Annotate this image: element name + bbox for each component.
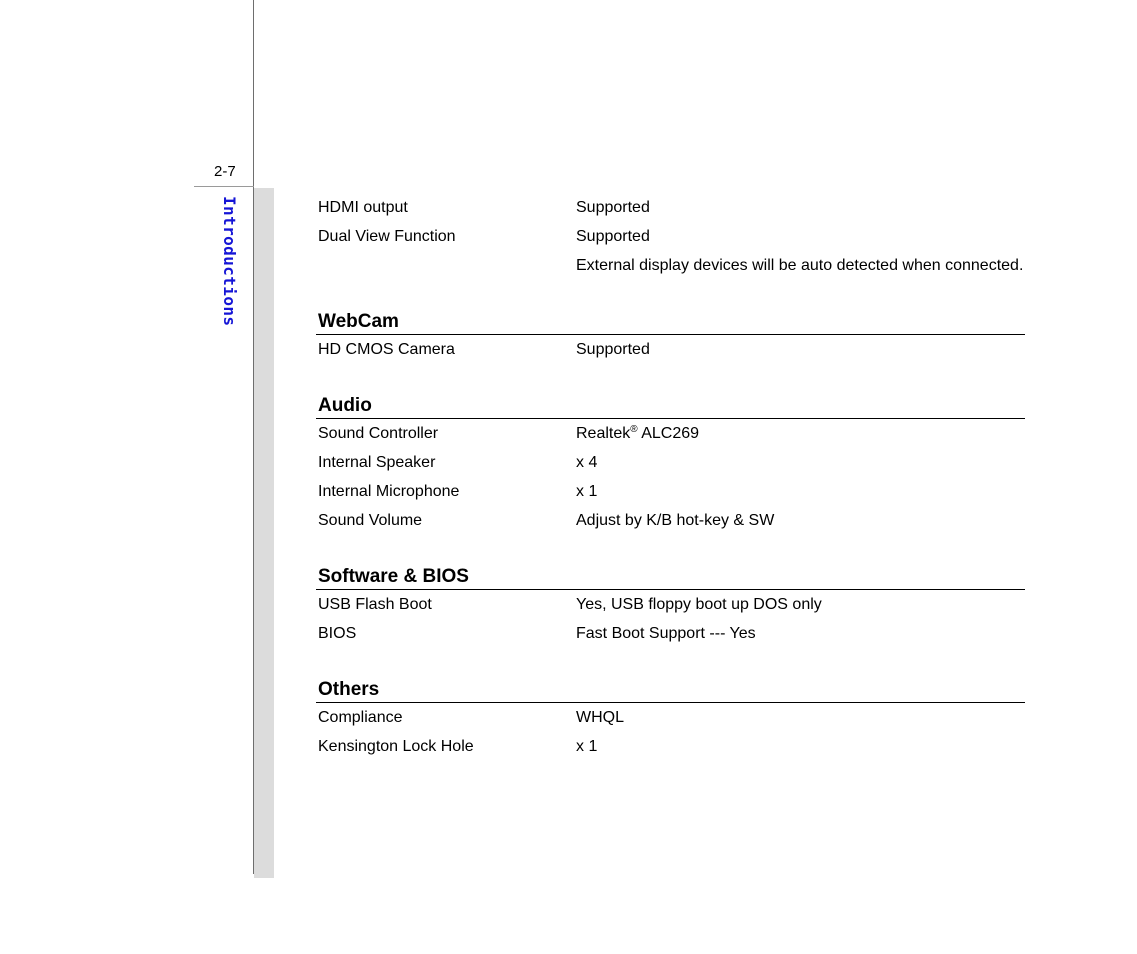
spec-value: x 1: [576, 482, 598, 500]
spec-value: WHQL: [576, 708, 624, 726]
spec-row-internal-microphone: [316, 477, 1025, 506]
spec-value: [576, 425, 1025, 443]
spec-value: Supported: [576, 340, 650, 358]
spec-value: Supported: [576, 198, 650, 216]
spec-row-hdmi-output: [316, 193, 1025, 222]
spec-row-sound-volume: [316, 506, 1025, 535]
registered-mark: ®: [630, 423, 638, 435]
spec-value: x 1: [576, 737, 598, 755]
spec-row-internal-speaker: [316, 448, 1025, 477]
model-name: ALC269: [637, 424, 700, 442]
spec-label: Sound Volume: [318, 511, 423, 529]
section-gap: [316, 648, 1025, 677]
section-heading-software-bios: Software & BIOS: [316, 564, 1025, 590]
spec-row-dual-view: [316, 222, 1025, 251]
margin-horizontal-rule: [194, 186, 254, 187]
spec-label: Kensington Lock Hole: [318, 737, 474, 755]
spec-label: Compliance: [318, 708, 403, 726]
spec-label: BIOS: [318, 624, 357, 642]
spec-label: USB Flash Boot: [318, 595, 432, 613]
spec-content: [316, 193, 1025, 761]
spec-row-bios: [316, 619, 1025, 648]
section-gap: [316, 535, 1025, 564]
spec-value: Adjust by K/B hot-key & SW: [576, 511, 775, 529]
spec-row-kensington-lock: [316, 732, 1025, 761]
spec-value: Supported: [576, 227, 650, 245]
gray-margin-bar: [254, 188, 274, 878]
spec-value: x 4: [576, 453, 598, 471]
spec-label: Sound Controller: [318, 424, 439, 442]
spec-label: HDMI output: [318, 198, 408, 216]
spec-row-hd-cmos-camera: [316, 335, 1025, 364]
spec-label: HD CMOS Camera: [318, 340, 455, 358]
spec-label: Dual View Function: [318, 227, 456, 245]
section-gap: [316, 364, 1025, 393]
spec-row-compliance: [316, 703, 1025, 732]
spec-value: External display devices will be auto detected when connected.: [576, 256, 1024, 274]
brand-name: Realtek: [576, 424, 631, 442]
spec-row-dual-view-note: [316, 251, 1025, 280]
section-heading-webcam: WebCam: [316, 309, 1025, 335]
spec-row-sound-controller: [316, 419, 1025, 448]
section-heading-others: Others: [316, 677, 1025, 703]
chapter-side-title: Introductions: [220, 196, 239, 327]
spec-value: Yes, USB floppy boot up DOS only: [576, 595, 822, 613]
spec-label: Internal Microphone: [318, 482, 460, 500]
page-number: 2-7: [214, 163, 236, 180]
section-gap: [316, 280, 1025, 309]
spec-label: Internal Speaker: [318, 453, 436, 471]
section-heading-audio: Audio: [316, 393, 1025, 419]
spec-value: Fast Boot Support --- Yes: [576, 624, 756, 642]
spec-row-usb-flash-boot: [316, 590, 1025, 619]
